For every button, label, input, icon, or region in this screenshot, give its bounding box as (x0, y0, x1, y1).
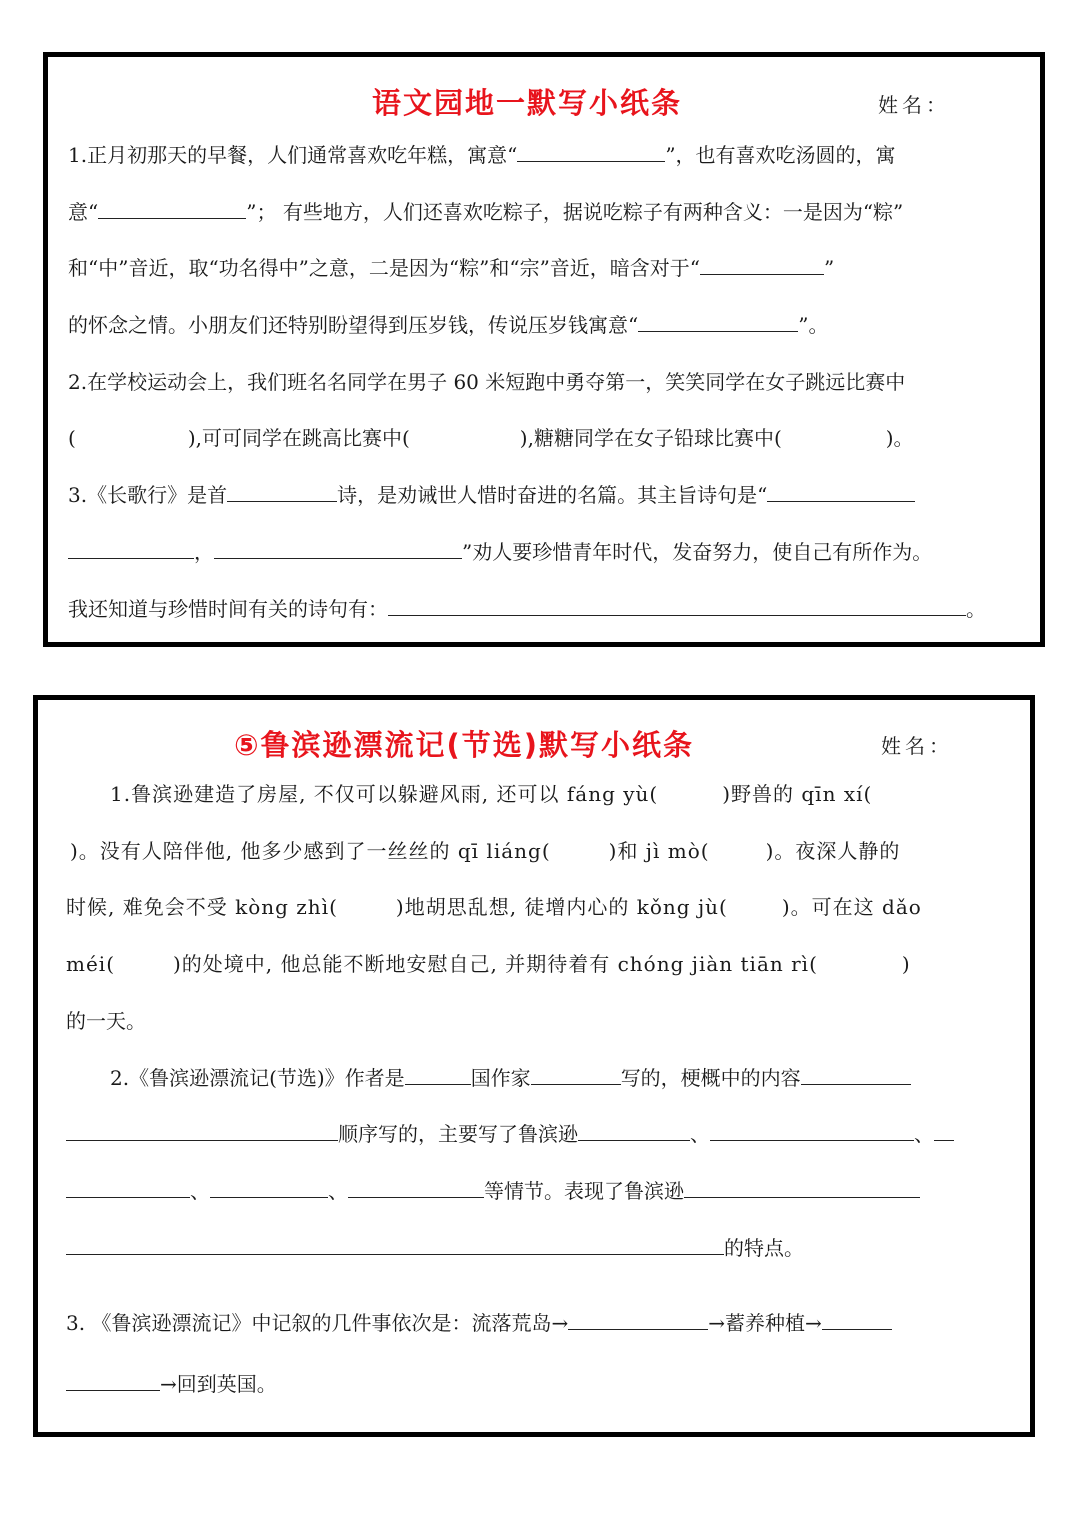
card1-title: 语文园地一默写小纸条 (372, 86, 683, 120)
answer-blank[interactable] (801, 1064, 911, 1085)
card2-line-6: 2.《鲁滨逊漂流记(节选)》作者是 国作家 写的，梗概中的内容 (110, 1064, 911, 1092)
answer-blank[interactable] (66, 1120, 338, 1141)
answer-blank[interactable] (348, 1177, 484, 1198)
card2-line-2: )。没有人陪伴他, 他多少感到了一丝丝的 qī liáng( )和 jì mò( )。夜深人静的 (70, 839, 901, 863)
card1-line-6: ( ),可可同学在跳高比赛中( ),糖糖同学在女子铅球比赛中( )。 (68, 426, 914, 450)
answer-blank[interactable] (210, 1177, 328, 1198)
card2-line-4: méi( )的处境中, 他总能不断地安慰自己, 并期待着有 chóng jiàn tiān rì( ) (66, 952, 911, 976)
answer-blank[interactable] (568, 1309, 708, 1330)
answer-blank[interactable] (227, 481, 337, 502)
card2-name-label: 姓名： (881, 734, 953, 758)
card1-line-4: 的怀念之情。小朋友们还特别盼望得到压岁钱，传说压岁钱寓意“ ”。 (68, 313, 829, 337)
answer-blank[interactable] (517, 141, 665, 162)
card1-line-9: 我还知道与珍惜时间有关的诗句有： 。 (68, 597, 986, 621)
answer-blank[interactable] (822, 1309, 892, 1330)
card1-line-7: 3.《长歌行》是首 诗，是劝诫世人惜时奋进的名篇。其主旨诗句是“ (68, 481, 915, 509)
card2-line-1: 1.鲁滨逊建造了房屋, 不仅可以躲避风雨, 还可以 fáng yù( )野兽的 qīn xí( (110, 782, 873, 806)
card2-line-8: 、 、 等情节。表现了鲁滨逊 (66, 1177, 920, 1205)
answer-blank[interactable] (767, 481, 915, 502)
card1-line-5: 2.在学校运动会上，我们班名名同学在男子 60 米短跑中勇夺第一，笑笑同学在女子跳远比赛中 (68, 370, 906, 394)
answer-blank[interactable] (531, 1064, 621, 1085)
answer-blank[interactable] (684, 1177, 920, 1198)
card2-line-10: 3. 《鲁滨逊漂流记》中记叙的几件事依次是：流落荒岛→ →蓄养种植→ (66, 1309, 892, 1337)
answer-blank[interactable] (700, 254, 824, 275)
answer-blank[interactable] (388, 595, 966, 616)
card1-line-3: 和“中”音近，取“功名得中”之意，二是因为“粽”和“宗”音近，暗含对于“ ” (68, 256, 835, 280)
card2-line-5: 的一天。 (66, 1009, 146, 1033)
answer-blank[interactable] (934, 1120, 954, 1141)
answer-blank[interactable] (578, 1120, 690, 1141)
card1-line-1: 1.正月初那天的早餐，人们通常喜欢吃年糕，寓意“ ”，也有喜欢吃汤圆的，寓 (68, 143, 896, 167)
answer-blank[interactable] (68, 538, 194, 559)
dictation-card-2 (33, 695, 1035, 1437)
answer-blank[interactable] (405, 1064, 471, 1085)
dictation-card-1 (43, 52, 1045, 647)
card1-line-2: 意“ ”； 有些地方，人们还喜欢吃粽子，据说吃粽子有两种含义：一是因为“粽” (68, 200, 904, 224)
answer-blank[interactable] (638, 311, 798, 332)
card2-line-11: →回到英国。 (66, 1370, 277, 1398)
answer-blank[interactable] (214, 538, 462, 559)
answer-blank[interactable] (66, 1177, 190, 1198)
answer-blank[interactable] (98, 198, 246, 219)
answer-blank[interactable] (66, 1234, 724, 1255)
card1-name-label: 姓名： (878, 93, 950, 117)
card2-line-7: 顺序写的，主要写了鲁滨逊 、 、 (66, 1120, 954, 1148)
card2-line-3: 时候, 难免会不受 kòng zhì( )地胡思乱想, 徒增内心的 kǒng jù( )。可在这 dǎo (66, 895, 922, 919)
card2-line-9: 的特点。 (66, 1234, 804, 1262)
answer-blank[interactable] (710, 1120, 914, 1141)
card1-line-8: ， ”劝人要珍惜青年时代，发奋努力，使自己有所作为。 (68, 538, 932, 566)
answer-blank[interactable] (66, 1370, 160, 1391)
card2-title: ⑤鲁滨逊漂流记(节选)默写小纸条 (234, 728, 695, 762)
